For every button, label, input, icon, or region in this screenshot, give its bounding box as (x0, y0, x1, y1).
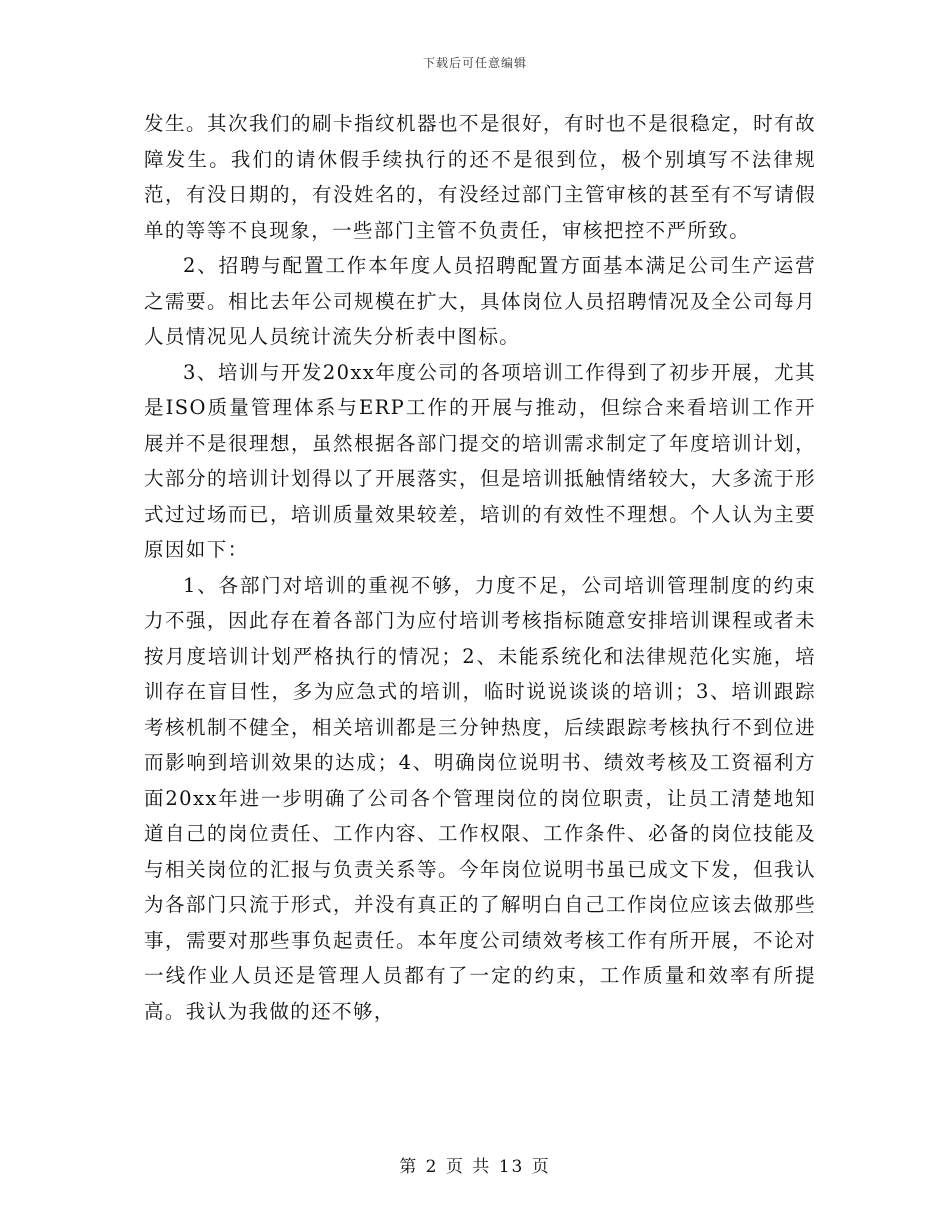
paragraph-continuation: 发生。其次我们的刷卡指纹机器也不是很好，有时也不是很稳定，时有故障发生。我们的请休假手续执行的还不是很到位，极个别填写不法律规范，有没日期的，有没姓名的，有没经过部门主管审核的甚至有不写请假单的等等不良现象，一些部门主管不负责任，审核把控不严所致。 (144, 112, 816, 242)
paragraph-recruitment: 2、招聘与配置工作本年度人员招聘配置方面基本满足公司生产运营之需要。相比去年公司规模在扩大，具体岗位人员招聘情况及全公司每月人员情况见人员统计流失分析表中图标。 (144, 254, 816, 348)
page-number-footer: 第 2 页 共 13 页 (399, 1157, 551, 1177)
paragraph-training: 3、培训与开发20xx年度公司的各项培训工作得到了初步开展，尤其是ISO质量管理体系与ERP工作的开展与推动，但综合来看培训工作开展并不是很理想，虽然根据各部门提交的培训需求制定了年度培训计划，大部分的培训计划得以了开展落实，但是培训抵触情绪较大，大多流于形式过过场而已，培训质量效果较差，培训的有效性不理想。个人认为主要原因如下： (144, 360, 816, 561)
document-body (144, 106, 816, 1029)
page-header-note: 下载后可任意编辑 (422, 56, 527, 70)
paragraph-reasons: 1、各部门对培训的重视不够，力度不足，公司培训管理制度的约束力不强，因此存在着各部门为应付培训考核指标随意安排培训课程或者未按月度培训计划严格执行的情况；2、未能系统化和法律规范化实施，培训存在盲目性，多为应急式的培训，临时说说谈谈的培训；3、培训跟踪考核机制不健全，相关培训都是三分钟热度，后续跟踪考核执行不到位进而影响到培训效果的达成；4、明确岗位说明书、绩效考核及工资福利方面20xx年进一步明确了公司各个管理岗位的岗位职责，让员工清楚地知道自己的岗位责任、工作内容、工作权限、工作条件、必备的岗位技能及与相关岗位的汇报与负责关系等。今年岗位说明书虽已成文下发，但我认为各部门只流于形式，并没有真正的了解明白自己工作岗位应该去做那些事，需要对那些事负起责任。本年度公司绩效考核工作有所开展，不论对一线作业人员还是管理人员都有了一定的约束，工作质量和效率有所提高。我认为我做的还不够， (144, 573, 816, 1023)
